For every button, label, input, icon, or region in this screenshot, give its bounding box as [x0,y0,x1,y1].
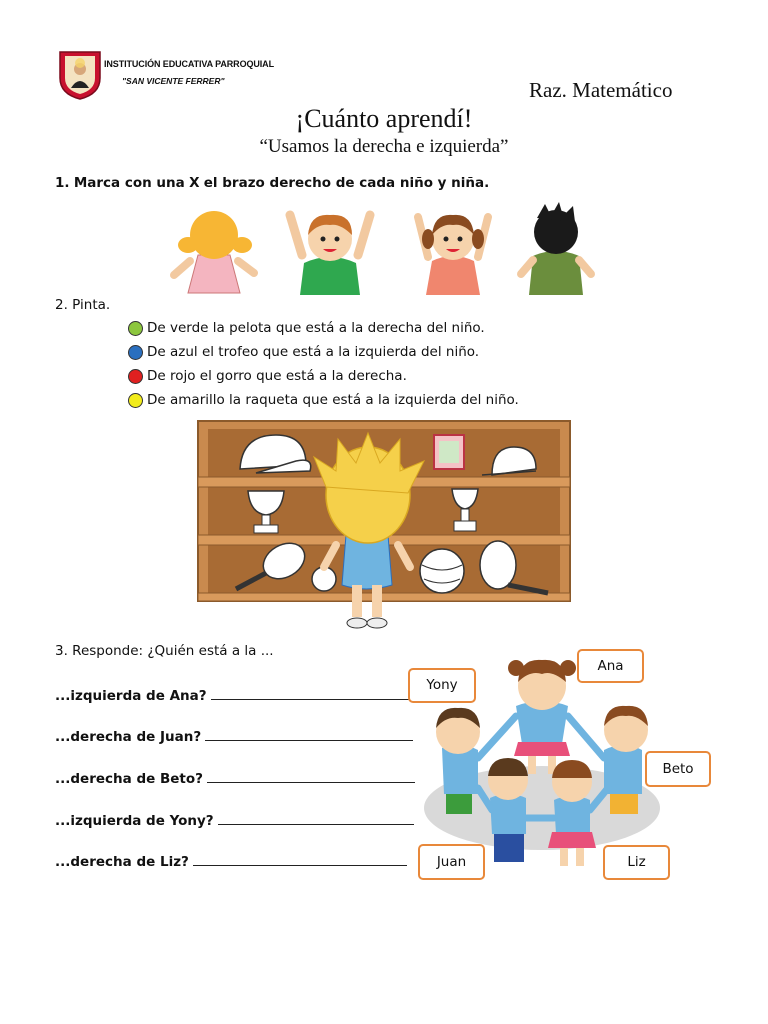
answer-row-5 [55,854,407,870]
girl-front-illustration [408,203,498,295]
subject-label: Raz. Matemático [529,78,673,102]
paint-instruction-text: De rojo el gorro que está a la derecha. [147,368,407,384]
answer-question: ...izquierda de Ana? [55,688,207,704]
answer-row-2 [55,729,413,745]
question-1-mark: X [189,175,200,191]
boy-front-illustration [280,207,380,295]
answer-row-4 [55,813,414,829]
name-label-juan: Juan [418,844,485,880]
answer-blank-line[interactable] [211,688,409,700]
paint-instruction-green [128,320,485,336]
paint-instruction-text: De verde la pelota que está a la derecha del niño. [147,320,485,336]
answer-question: ...derecha de Juan? [55,729,202,745]
name-label-liz: Liz [603,845,670,880]
girl-back-illustration [168,203,260,295]
school-crest-icon [58,50,102,100]
institution-name: INSTITUCIÓN EDUCATIVA PARROQUIAL [104,59,274,69]
question-2-heading: 2. Pinta. [55,297,111,313]
question-1-text-before: Marca con una [73,175,185,191]
name-label-beto: Beto [645,751,711,787]
beach-ball-icon [420,549,464,593]
question-1-text-after: el brazo derecho de cada niño y niña. [203,175,490,191]
red-color-dot [128,369,143,384]
yellow-color-dot [128,393,143,408]
paint-instruction-text: De amarillo la raqueta que está a la izquierda del niño. [147,392,519,408]
question-1-number: 1. [55,175,70,191]
shelf-illustration [196,417,572,629]
question-1 [55,175,489,191]
answer-blank-line[interactable] [193,854,407,866]
page-subtitle: “Usamos la derecha e izquierda” [259,136,509,157]
name-label-ana: Ana [577,649,644,683]
paint-instruction-yellow [128,392,519,408]
answer-question: ...izquierda de Yony? [55,813,214,829]
paint-instruction-blue [128,344,479,360]
answer-blank-line[interactable] [218,813,414,825]
answer-row-3 [55,771,415,787]
page-title: ¡Cuánto aprendí! [295,104,473,133]
paint-instruction-text: De azul el trofeo que está a la izquierda del niño. [147,344,480,360]
answer-blank-line[interactable] [207,771,415,783]
answer-question: ...derecha de Beto? [55,771,203,787]
picture-frame-icon [434,435,464,469]
name-label-yony: Yony [408,668,476,703]
answer-blank-line[interactable] [205,729,413,741]
answer-row-1 [55,688,409,704]
school-name: "SAN VICENTE FERRER" [122,76,225,86]
answer-question: ...derecha de Liz? [55,854,189,870]
blue-color-dot [128,345,143,360]
question-3-heading: 3. Responde: ¿Quién está a la ... [55,643,274,659]
paint-instruction-red [128,368,407,384]
boy-back-illustration [515,200,597,295]
green-color-dot [128,321,143,336]
